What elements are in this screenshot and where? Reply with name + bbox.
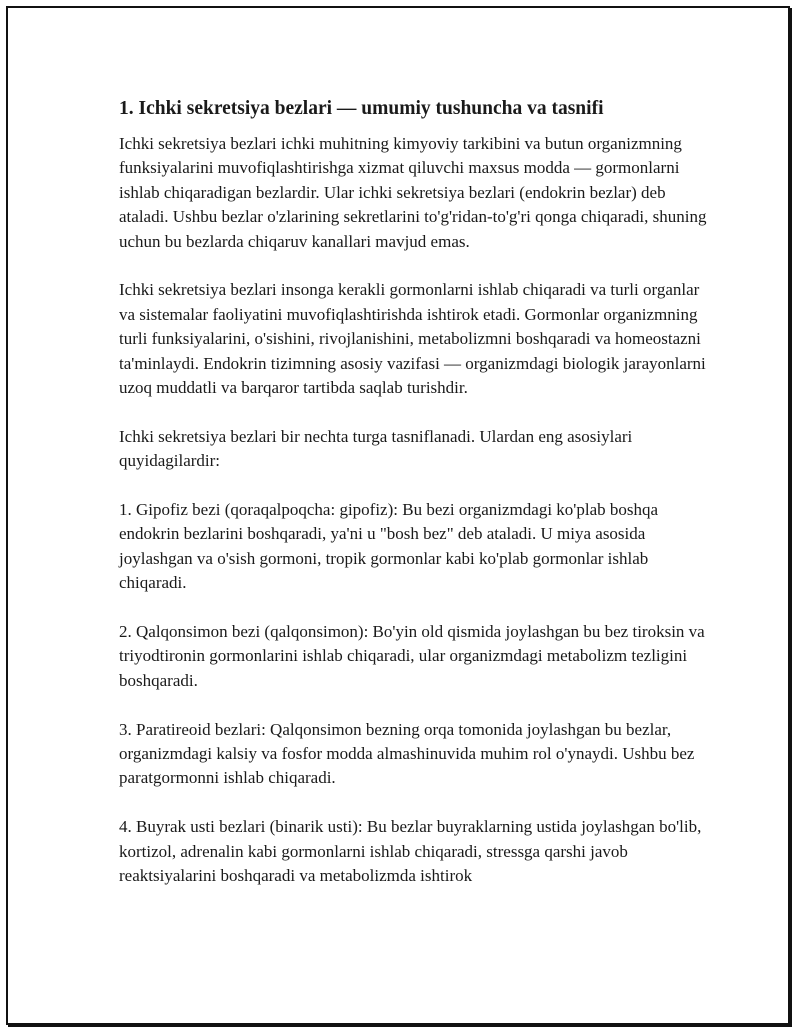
paragraph-classification: Ichki sekretsiya bezlari bir nechta turga tasniflanadi. Ulardan eng asosiylari quyidagilardir: xyxy=(119,426,633,471)
document-body xyxy=(119,96,709,889)
section-heading: 1. Ichki sekretsiya bezlari — umumiy tushuncha va tasnifi xyxy=(119,98,604,119)
list-item-pituitary: 1. Gipofiz bezi (qoraqalpoqcha: gipofiz): Bu bezi organizmdagi ko'plab boshqa endokrin bezlarini boshqaradi, ya'ni u "bosh bez" deb ataladi. U miya asosida joylashgan va o'sish gormoni, tropik gormonlar kabi ko'plab gormonlar ishlab chiqaradi. xyxy=(119,500,659,593)
list-item-adrenal: 4. Buyrak usti bezlari (binarik usti): Bu bezlar buyraklarning ustida joylashgan bo'lib, kortizol, adrenalin kabi gormonlarni ishlab chiqaradi, stressga qarshi javob reaktsiyalarini boshqaradi va metabolizmda ishtirok xyxy=(119,817,702,886)
page-frame xyxy=(6,6,790,1025)
list-item-thyroid: 2. Qalqonsimon bezi (qalqonsimon): Bo'yin old qismida joylashgan bu bez tiroksin va triyodtironin gormonlarini ishlab chiqaradi, ular organizmdagi metabolizm tezligini boshqaradi. xyxy=(119,622,705,690)
list-item-parathyroid: 3. Paratireoid bezlari: Qalqonsimon bezning orqa tomonida joylashgan bu bezlar, organizmdagi kalsiy va fosfor modda almashinuvida muhim rol o'ynaydi. Ushbu bez paratgormonni ishlab chiqaradi. xyxy=(119,719,695,788)
paragraph-intro: Ichki sekretsiya bezlari ichki muhitning kimyoviy tarkibini va butun organizmning funksiyalarini muvofiqlashtirishga xizmat qiluvchi maxsus modda — gormonlarni ishlab chiqaradigan bezlardir. Ular ichki sekretsiya bezlari (endokrin bezlar) deb ataladi. Ushbu bezlar o'zlarining sekretlarini to'g'ridan-to'g'ri qonga chiqaradi, shuning uchun bu bezlarda chiqaruv kanallari mavjud emas. xyxy=(119,134,707,251)
paragraph-function: Ichki sekretsiya bezlari insonga kerakli gormonlarni ishlab chiqaradi va turli organlar va sistemalar faoliyatini muvofiqlashtirishda ishtirok etadi. Gormonlar organizmning turli funksiyalarini, o'sishini, rivojlanishini, metabolizmni boshqaradi va homeostazni ta'minlaydi. Endokrin tizimning asosiy vazifasi — organizmdagi biologik jarayonlarni uzoq muddatli va barqaror tartibda saqlab turishdir. xyxy=(119,280,706,398)
